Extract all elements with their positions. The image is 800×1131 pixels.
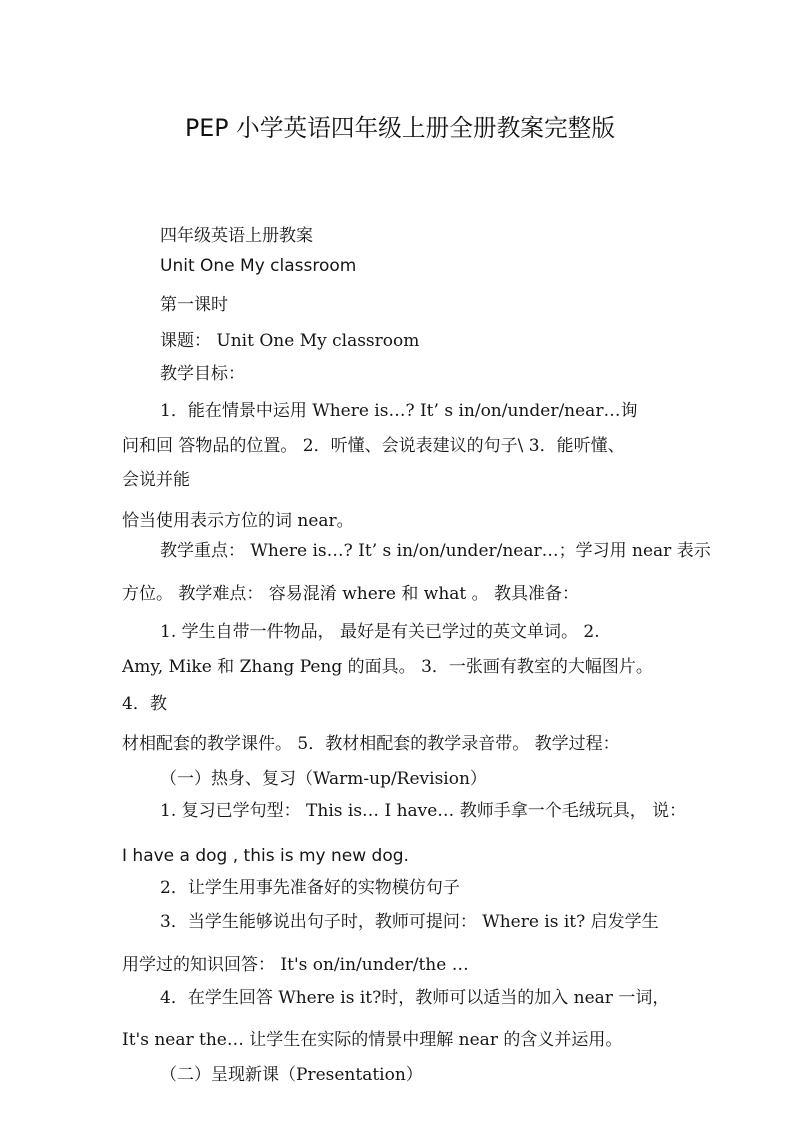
text-line: Unit One My classroom	[160, 256, 357, 276]
text-line: 3．当学生能够说出句子时，教师可提问： Where is it? 启发学生	[160, 912, 659, 932]
text-line: 教学目标：	[160, 364, 245, 384]
text-line: （一）热身、复习（Warm-up/Revision）	[160, 769, 487, 789]
text-line: 材相配套的教学课件。 5．教材相配套的教学录音带。 教学过程：	[122, 734, 620, 754]
text-line: 恰当使用表示方位的词 near。	[122, 511, 354, 531]
text-line: 4．在学生回答 Where is it?时，教师可以适当的加入 near 一词，	[160, 988, 670, 1008]
text-line: 1. 复习已学句型： This is… I have… 教师手拿一个毛绒玩具， 说：	[160, 801, 687, 821]
text-line: 1. 学生自带一件物品， 最好是有关已学过的英文单词。 2.	[160, 622, 600, 642]
text-line: Amy, Mike 和 Zhang Peng 的面具。 3．一张画有教室的大幅图片。	[122, 657, 653, 677]
text-line: 四年级英语上册教案	[160, 226, 313, 246]
text-line: 4．教	[122, 694, 167, 714]
text-line: It's near the… 让学生在实际的情景中理解 near 的含义并运用。	[122, 1030, 623, 1050]
text-line: 教学重点： Where is…? It’ s in/on/under/near…；学习用 near 表示	[160, 541, 711, 561]
text-line: I have a dog , this is my new dog.	[122, 846, 409, 866]
document-title: PEP 小学英语四年级上册全册教案完整版	[184, 114, 616, 142]
text-line: 用学过的知识回答： It's on/in/under/the …	[122, 955, 469, 975]
text-line: 课题： Unit One My classroom	[160, 331, 420, 351]
text-line: （二）呈现新课（Presentation）	[160, 1065, 423, 1085]
text-line: 方位。 教学难点： 容易混淆 where 和 what 。 教具准备：	[122, 584, 580, 604]
text-line: 问和回 答物品的位置。 2．听懂、会说表建议的句子\ 3．能听懂、	[122, 436, 625, 456]
text-line: 1．能在情景中运用 Where is…? It’ s in/on/under/near…询	[160, 401, 638, 421]
text-line: 2．让学生用事先准备好的实物模仿句子	[160, 878, 460, 898]
text-line: 第一课时	[160, 295, 228, 315]
text-line: 会说并能	[122, 470, 190, 490]
